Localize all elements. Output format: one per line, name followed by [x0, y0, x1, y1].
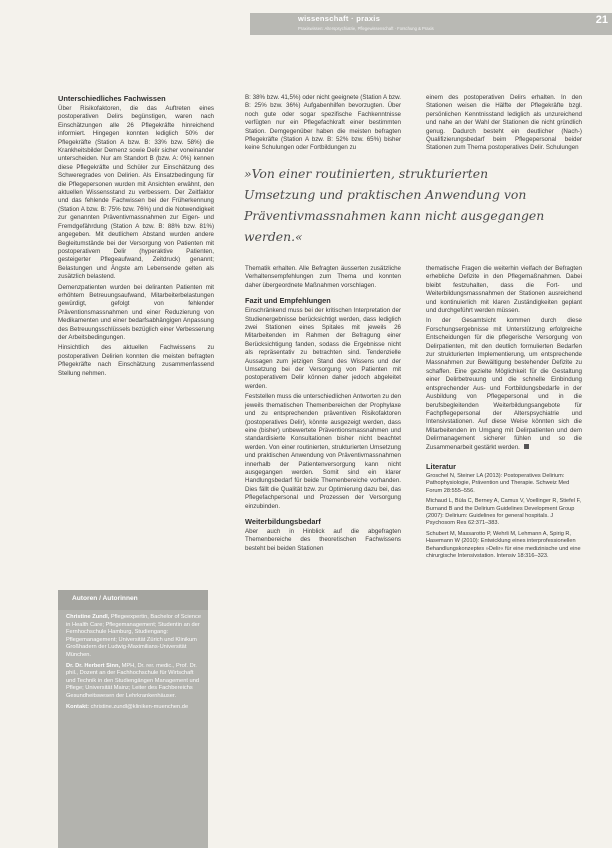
author-entry [66, 614, 202, 660]
paragraph: Über Risikofaktoren, die das Auftreten eines postoperativen Delirs begünstigen, waren nach Einschätzungen alle 26 Pflegekräfte hinreichend informiert. Hingegen konnten lediglich 50% der Pflegekräfte (Station A bzw. B: 33% bzw. 58%) die Krankheitsbilder Demenz sowie Delir sicher voneinander unterscheiden. Nur am Standort B (bzw. A: 0%) kennen diese Pflegekräfte und Schüler zur Einschätzung des Schweregrades von Delirien. Als Einsatzbedingung für die Pflegepersonen wurden mit Ansichten erwähnt, den aktuellen Wissensstand zu verbessern. Der Zeitfaktor und das fehlende Fachwissen bei der Früherkennung (Station A bzw. B: 75% bzw. 76%) und die Notwendigkeit zur genannten Präventivmassnahmen zur Eigen- und Fremdgefährdung (Station A bzw. B: 88% bzw. 81%) angegeben. Mit deutlichem Abstand wurden andere Begleitumstände bei der Versorgung von Patienten mit postoperativem Delir (hyperaktive Patienten, gesteigerter Pflegeaufwand, Zeitdruck) genannt; Belastungen und Ängste am Lebensende gelten als zusätzlich belastend. [58, 105, 214, 281]
paragraph: Einschränkend muss bei der kritischen Interpretation der Studienergebnisse berücksichtigt werden, dass lediglich zwei Stationen eines Spitales mit jeweils 26 Mitarbeitenden im Rahmen der Befragung einer Berücksichtigung fanden, sodass die Ergebnisse nicht als repräsentativ zu betrachten sind. Tendenzielle Aussagen zum jetzigen Stand des Wissens und der Umsetzung bei der Versorgung von Patienten mit postoperativem Delir können daher jedoch abgeleitet werden. [245, 307, 401, 390]
author-entry [66, 704, 202, 712]
author-name: Christine Zundl, [66, 614, 110, 620]
end-mark-icon [524, 444, 529, 449]
literature-item: Michaud L, Büla C, Berney A, Camus V, Voellinger R, Stiefel F, Burnand B and the Delirium Guidelines Development Group (2007): Delirium: Guidelines for general hospitals. J Psychosom Res 62:371–383. [426, 498, 581, 527]
paragraph-text: In der Gesamtsicht kommen durch diese Forschungsergebnisse mit Unterstützung erfolgreiche Entscheidungen für die pflegerische Versorgung von Delirpatienten, mit den deutlich formulierten Bedarfen zur strukturierten Implementierung, um entsprechende Massnahmen zur Bewältigung bestehender Defizite zu schaffen. Eine gezielte Möglichkeit für die Gestaltung einer Delirbetreuung und die schnelle Einbindung entsprechender Aus- und Fortbildungsbedarfe in der Ausbildung von Pflegepersonal und in die berufsbegleitenden Weiterbildungsangebote für Fachpflegepersonal der Alterspsychiatrie und Intensivstationen. Auf diese Weise könnten sich die Mitarbeitenden im Umgang mit Delirpatienten und dem Delirmanagement sicherer fühlen und so die Zusammenarbeit gestärkt werden. [426, 317, 582, 451]
paragraph: B: 38% bzw. 41,5%) oder nicht geeignete (Station A bzw. B: 25% bzw. 36%) Aufgabenhilfen bevorzugten. Über noch gute oder sogar spezifische Fachkenntnisse verfügten nur ein Pflegefachkraft einer bestimmten Station. Demgegenüber haben die meisten befragten Pflegekräfte (Station A bzw. B: 52% bzw. 65%) bisher keine Schulungen oder Fortbildungen zu [245, 94, 401, 152]
header-subtitle: Praxiswissen: Alterspsychiatrie, Pflegewissenschaft · Forschung & Praxis [298, 26, 434, 31]
column-3-top [426, 94, 582, 155]
heading-fachwissen: Unterschiedliches Fachwissen [58, 94, 166, 103]
column-2-lower [245, 265, 401, 555]
column-1 [58, 94, 214, 380]
author-bio: MPH, Dr. rer. medic., Prof. Dr. phil., Dozent an der Fachhochschule für Wirtschaft und Technik in den Studiengängen Management und Pflege; Universität Mainz; Leiter des Fachbereichs Gesundheitswesen der Lehrkrankenhäuser. [66, 662, 200, 699]
literature-item: Groschel N, Steiner LA (2013): Postoperatives Delirium: Pathophysiologie, Prävention und Therapie. Schweiz Med Forum 28:555–556. [426, 472, 570, 494]
paragraph: einem des postoperativen Delirs erhalten. In den Stationen weisen die Hälfte der Pflegekräfte bzgl. persönlichen Kenntnisstand lediglich als unzureichend und nahe an der Wahl der Stationen die nicht gründlich genug. Dadurch besteht ein deutlicher (Nach-) Qualifizierungsbedarf beim Pflegepersonal beider Stationen zum Thema postoperatives Delir. Schulungen [426, 94, 582, 152]
paragraph: thematische Fragen die weiterhin vielfach der Befragten erhebliche Defizite in den Pflegemaßnahmen. Dabei bleibt festzuhalten, dass die Fort- und Weiterbildungsmassnahmen der Stationen ausreichend und kontinuierlich mit klaren Zuständigkeiten geplant und durchgeführt werden müssen. [426, 265, 582, 315]
author-box [58, 590, 208, 848]
heading-literatur: Literatur [426, 461, 456, 471]
contact-email: christine.zundl@kliniken-muenchen.de [90, 703, 189, 710]
header-title: wissenschaft · praxis [298, 14, 381, 23]
column-3-lower [426, 265, 582, 563]
author-entry [66, 663, 202, 701]
header-bar [250, 13, 612, 35]
page-number: 21 [595, 14, 608, 26]
heading-fazit: Fazit und Empfehlungen [245, 296, 331, 306]
author-name: Dr. Dr. Herbert Sinn, [66, 662, 121, 669]
author-box-header [58, 590, 208, 610]
author-box-title: Autoren / Autorinnen [72, 595, 138, 602]
paragraph: Aber auch in Hinblick auf die abgefragten Themenbereiche des theoretischen Fachwissens besteht bei beiden Stationen [245, 527, 401, 552]
paragraph: Demenzpatienten wurden bei deliranten Patienten mit erhöhtem Betreuungsaufwand, Mitarbeiterbelastungen gewürdigt, gefolgt von fehlender Präventionsmassnahmen und einer Reduzierung von Medikamenten und einer bedarfsabhängigen Anpassung des Betreuungsschlüssels bezüglich einer Verbesserung der Arbeitsbedingungen. [58, 283, 214, 341]
contact-label: Kontakt: [66, 703, 90, 710]
paragraph [426, 317, 582, 452]
author-box-body [66, 614, 202, 714]
heading-weiterbildung: Weiterbildungsbedarf [245, 516, 321, 526]
literature-list [426, 473, 582, 560]
author-bio: Pflegeexpertin, Bachelor of Science in Health Care; Pflegemanagement; Studentin an der Fernhochschule Hamburg, Studiengang: Pflegemanagement; Universität Zürich und Klinikum Großhadern der Ludwig-Maximilians-Universität München. [66, 614, 201, 658]
literature-item: Schubert M, Massarotto P, Wehrli M, Lehmann A, Spirig R, Hasemann W (2010): Entwicklung eines interprofessionellen Behandlungskonzeptes »Delir« für eine medizinische und eine chirurgische Intensivstation. Intensiv 18:316–323. [426, 530, 581, 559]
paragraph: Thematik erhalten. Alle Befragten äusserten zusätzliche Verhaltensempfehlungen zum Thema und konnten daher übergeordnete Maßnahmen vorschlagen. [245, 265, 401, 289]
pull-quote: »Von einer routinierten, strukturierten Umsetzung und praktischen Anwendung von Präventivmassnahmen kann nicht ausgegangen werden.« [244, 166, 545, 244]
paragraph: Feststellen muss die unterschiedlichen Antworten zu den jeweils thematischen Themenbereichen der Prophylaxe und zu entsprechenden präventiven Risikofaktoren (postoperatives Delir), könnte ausgezeigt werden, dass eine (bisher) unbewertete Präventionsmassnahmen und standardisierte Konsultationen bisher nicht beachtet werden. Von einer routinierten, strukturierten Umsetzung und praktischen Anwendung von Präventivmassnahmen innerhalb der Patientenversorgung kann nicht ausgegangen werden. Somit sind ein klarer Handlungsbedarf für beide Themenbereiche vorhanden. Dies fällt die Qualität bzw. zur Optimierung dazu bei, das Pflegefachpersonal und Prozessen der Versorgung einzubinden. [245, 393, 401, 510]
column-2-top [245, 94, 401, 155]
paragraph: Hinsichtlich des aktuellen Fachwissens zu postoperativen Delirien konnten die meisten befragten Pflegekräfte nach Einschätzung zusammenfassend Stellung nehmen. [58, 344, 214, 377]
